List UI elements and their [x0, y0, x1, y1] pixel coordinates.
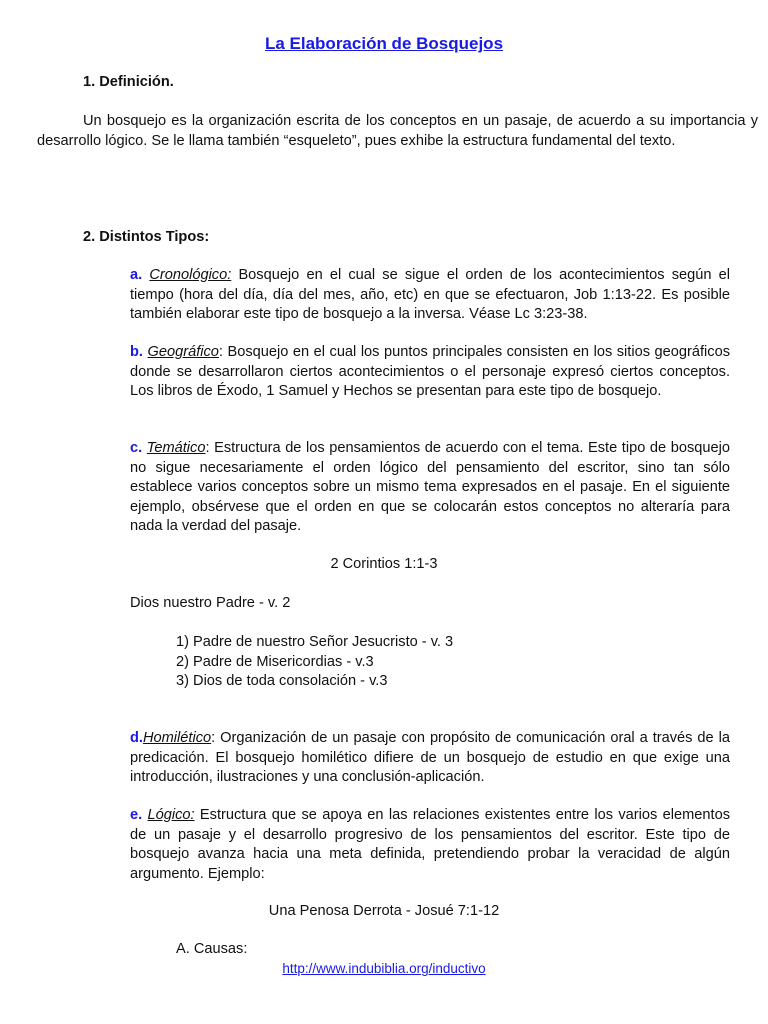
example-1-points	[176, 633, 453, 692]
type-c-item	[130, 439, 730, 537]
example-1-main-point: Dios nuestro Padre - v. 2	[130, 595, 291, 611]
type-e-letter: e.	[130, 807, 143, 823]
example-1-reference: 2 Corintios 1:1-3	[330, 556, 438, 572]
type-d-text: : Organización de un pasaje con propósito de comunicación oral a través de la predicación. El bosquejo homilético difiere de un bosquejo de estudio en que exige una introducción, ilustraciones y una conclusión-aplicación.	[130, 730, 730, 785]
definition-paragraph	[37, 112, 758, 151]
type-d-term: Homilético	[142, 730, 212, 746]
type-c-text: : Estructura de los pensamientos de acuerdo con el tema. Este tipo de bosquejo no sigue necesariamente el orden lógico del pensamiento del escritor, sino tan sólo establece varios conceptos sobre un mismo tema expresados en el pasaje. En el siguiente ejemplo, obsérvese que el orden en que se colocarán estos conceptos no alteraría para nada la verdad del pasaje.	[130, 440, 730, 534]
section-2-heading: 2. Distintos Tipos:	[83, 229, 210, 245]
example-1-point-1: 1) Padre de nuestro Señor Jesucristo - v. 3	[176, 634, 454, 650]
section-1-heading: 1. Definición.	[83, 74, 174, 90]
type-e-text: Estructura que se apoya en las relaciones existentes entre los varios elementos de un pasaje y el desarrollo progresivo de los pensamientos del escritor. Este tipo de bosquejo avanza hacia una meta definida, pretendiendo probar la veracidad de algún argumento. Ejemplo:	[130, 807, 730, 882]
example-1-point-3: 3) Dios de toda consolación - v.3	[176, 673, 388, 689]
example-2-reference: Una Penosa Derrota - Josué 7:1-12	[268, 903, 500, 919]
type-c-term: Temático	[146, 440, 206, 456]
type-e-item	[130, 806, 730, 884]
definition-text: Un bosquejo es la organización escrita de los conceptos en un pasaje, de acuerdo a su importancia y desarrollo lógico. Se le llama también “esqueleto”, pues exhibe la estructura fundamental del texto.	[37, 113, 758, 149]
footer-link[interactable]: http://www.indubiblia.org/inductivo	[282, 961, 486, 976]
type-a-term: Cronológico:	[149, 267, 232, 283]
footer-link-container	[0, 961, 768, 976]
type-c-letter: c.	[130, 440, 143, 456]
type-d-item	[130, 729, 730, 788]
type-b-term: Geográfico	[147, 344, 219, 360]
type-b-text: : Bosquejo en el cual los puntos principales consisten en los sitios geográficos donde se desarrollaron ciertos acontecimientos o el personaje expresó ciertos conceptos. Los libros de Éxodo, 1 Samuel y Hechos se presentan para este tipo de bosquejo.	[130, 344, 730, 399]
type-d-letter: d.	[130, 730, 143, 746]
example-2-first-point: A. Causas:	[176, 941, 248, 957]
type-e-term: Lógico:	[147, 807, 195, 823]
page-title: La Elaboración de Bosquejos	[264, 34, 504, 53]
type-a-text: Bosquejo en el cual se sigue el orden de los acontecimientos según el tiempo (hora del día, día del mes, año, etc) en que se efectuaron, Job 1:13-22. Es posible también elaborar este tipo de bosquejo a la inversa. Véase Lc 3:23-38.	[130, 267, 730, 322]
type-a-letter: a.	[130, 267, 143, 283]
type-b-item	[130, 343, 730, 402]
example-1-point-2: 2) Padre de Misericordias - v.3	[176, 653, 374, 670]
type-b-letter: b.	[130, 344, 143, 360]
type-a-item	[130, 266, 730, 325]
